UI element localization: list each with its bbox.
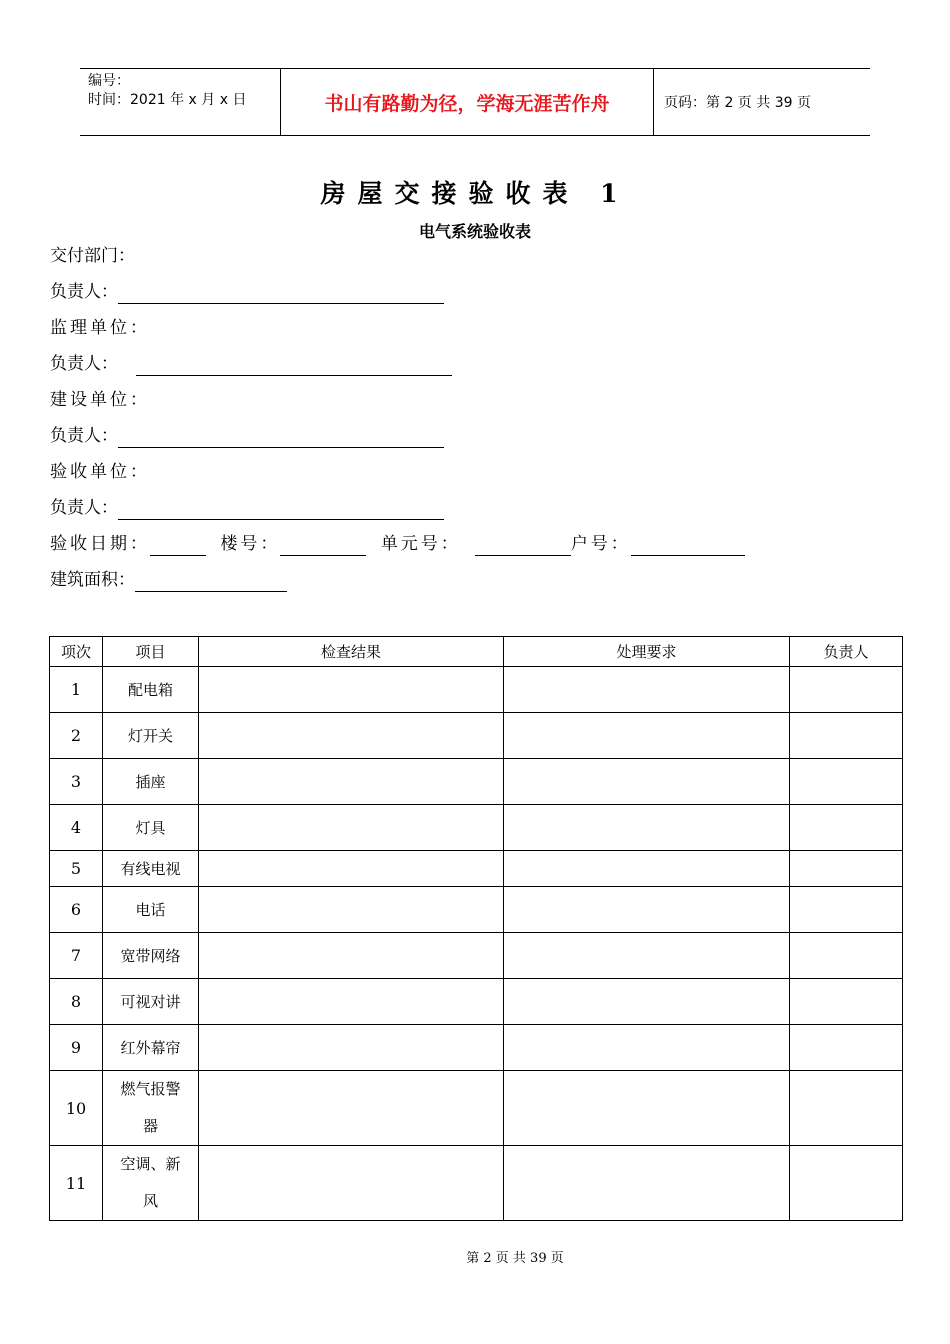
handling-cell[interactable] [504, 1025, 790, 1071]
delivery-dept-field [50, 244, 135, 268]
document-subtitle: 电气系统验收表 [418, 222, 531, 241]
row-number: 5 [50, 851, 103, 887]
row-item: 配电箱 [103, 667, 199, 713]
unit-label: 单元号： [380, 534, 461, 554]
responsible-cell[interactable] [790, 1071, 903, 1146]
building-label: 楼号： [220, 534, 281, 554]
person1-field [50, 280, 444, 304]
row-item: 电话 [103, 887, 199, 933]
table-row [50, 933, 903, 979]
handling-cell[interactable] [504, 851, 790, 887]
person2-line[interactable] [136, 355, 452, 376]
check-result-cell[interactable] [199, 805, 504, 851]
handling-cell[interactable] [504, 805, 790, 851]
row-item: 燃气报警器 [103, 1071, 199, 1146]
person2-field [50, 352, 452, 376]
person1-label: 负责人： [50, 282, 118, 302]
check-result-cell[interactable] [199, 667, 504, 713]
responsible-cell[interactable] [790, 1025, 903, 1071]
row-item: 灯具 [103, 805, 199, 851]
time-label: 时间：2021 年 x 月 x 日 [88, 92, 247, 108]
number-label: 编号： [88, 73, 130, 89]
table-row [50, 713, 903, 759]
responsible-cell[interactable] [790, 805, 903, 851]
row-number: 11 [50, 1146, 103, 1221]
check-result-cell[interactable] [199, 1071, 504, 1146]
household-label: 户号： [570, 534, 631, 554]
acceptance-label: 验收单位： [50, 462, 150, 482]
unit-line[interactable] [475, 535, 571, 556]
row-item: 空调、新风 [103, 1146, 199, 1221]
check-result-cell[interactable] [199, 851, 504, 887]
col-header: 项次 [50, 637, 103, 667]
date-row [50, 532, 745, 556]
supervision-label: 监理单位： [50, 318, 150, 338]
col-header: 检查结果 [199, 637, 504, 667]
person2-label: 负责人： [50, 354, 118, 374]
person4-label: 负责人： [50, 498, 118, 518]
row-number: 4 [50, 805, 103, 851]
table-row [50, 1071, 903, 1146]
person4-field [50, 496, 444, 520]
handling-cell[interactable] [504, 1071, 790, 1146]
person1-line[interactable] [118, 283, 444, 304]
row-number: 7 [50, 933, 103, 979]
header-page-info: 页码：第 2 页 共 39 页 [664, 95, 811, 111]
handling-cell[interactable] [504, 979, 790, 1025]
row-number: 3 [50, 759, 103, 805]
handling-cell[interactable] [504, 713, 790, 759]
building-line[interactable] [280, 535, 366, 556]
col-header: 项目 [103, 637, 199, 667]
check-result-cell[interactable] [199, 979, 504, 1025]
handling-cell[interactable] [504, 667, 790, 713]
table-row [50, 1146, 903, 1221]
person3-field [50, 424, 444, 448]
supervision-field [50, 316, 150, 340]
row-item: 有线电视 [103, 851, 199, 887]
delivery-dept-label: 交付部门： [50, 246, 135, 266]
row-number: 6 [50, 887, 103, 933]
row-item: 可视对讲 [103, 979, 199, 1025]
handling-cell[interactable] [504, 1146, 790, 1221]
handling-cell[interactable] [504, 887, 790, 933]
col-header: 处理要求 [504, 637, 790, 667]
page-footer: 第 2 页 共 39 页 [466, 1251, 564, 1266]
check-result-cell[interactable] [199, 1146, 504, 1221]
household-line[interactable] [631, 535, 745, 556]
person4-line[interactable] [118, 499, 444, 520]
row-item: 插座 [103, 759, 199, 805]
responsible-cell[interactable] [790, 713, 903, 759]
person3-line[interactable] [118, 427, 444, 448]
row-number: 2 [50, 713, 103, 759]
person3-label: 负责人： [50, 426, 118, 446]
table-row [50, 851, 903, 887]
table-row [50, 979, 903, 1025]
row-item: 宽带网络 [103, 933, 199, 979]
area-line[interactable] [135, 571, 287, 592]
area-label: 建筑面积： [50, 570, 135, 590]
table-row [50, 759, 903, 805]
table-row [50, 1025, 903, 1071]
responsible-cell[interactable] [790, 759, 903, 805]
date-line[interactable] [150, 535, 206, 556]
row-number: 9 [50, 1025, 103, 1071]
handling-cell[interactable] [504, 759, 790, 805]
construction-label: 建设单位： [50, 390, 150, 410]
handling-cell[interactable] [504, 933, 790, 979]
row-number: 10 [50, 1071, 103, 1146]
inspection-table [49, 636, 903, 1221]
header-meta [80, 69, 281, 135]
row-item: 灯开关 [103, 713, 199, 759]
table-header-row [50, 637, 903, 667]
responsible-cell[interactable] [790, 887, 903, 933]
table-row [50, 667, 903, 713]
check-result-cell[interactable] [199, 759, 504, 805]
check-result-cell[interactable] [199, 1025, 504, 1071]
row-item: 红外幕帘 [103, 1025, 199, 1071]
check-result-cell[interactable] [199, 887, 504, 933]
construction-field [50, 388, 150, 412]
row-number: 1 [50, 667, 103, 713]
row-number: 8 [50, 979, 103, 1025]
check-result-cell[interactable] [199, 713, 504, 759]
acceptance-field [50, 460, 150, 484]
header-motto: 书山有路勤为径，学海无涯苦作舟 [281, 69, 654, 135]
area-field [50, 568, 287, 592]
responsible-cell[interactable] [790, 851, 903, 887]
document-title: 房屋交接验收表 1 [320, 179, 630, 208]
responsible-cell[interactable] [790, 933, 903, 979]
date-label: 验收日期： [50, 534, 150, 554]
table-row [50, 805, 903, 851]
table-row [50, 887, 903, 933]
responsible-cell[interactable] [790, 979, 903, 1025]
document-header [80, 68, 870, 136]
responsible-cell[interactable] [790, 667, 903, 713]
responsible-cell[interactable] [790, 1146, 903, 1221]
col-header: 负责人 [790, 637, 903, 667]
check-result-cell[interactable] [199, 933, 504, 979]
